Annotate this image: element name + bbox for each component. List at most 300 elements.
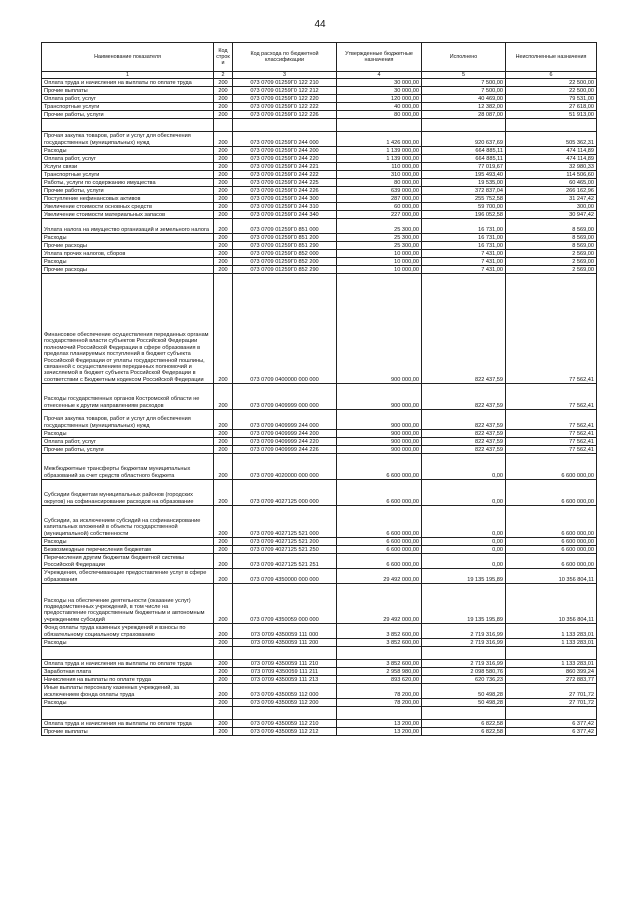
row-approved-cell: 6 600 000,00 xyxy=(337,538,422,546)
row-executed-cell: 6 822,58 xyxy=(422,728,506,736)
row-approved-cell: 900 000,00 xyxy=(337,410,422,430)
row-approved-cell: 6 600 000,00 xyxy=(337,546,422,554)
row-budget-code-cell: 073 0709 0400000 000 000 xyxy=(233,274,337,384)
row-executed-cell: 16 731,00 xyxy=(422,234,506,242)
row-unexecuted-cell: 2 569,00 xyxy=(506,258,597,266)
row-name-cell: Работы, услуги по содержанию имущества xyxy=(42,179,214,187)
empty-cell xyxy=(233,707,337,720)
row-budget-code-cell: 073 0709 01259Г0 122 212 xyxy=(233,87,337,95)
row-line-code-cell: 200 xyxy=(214,684,233,699)
spacer-row xyxy=(42,647,597,660)
row-approved-cell: 3 852 600,00 xyxy=(337,624,422,639)
table-row xyxy=(42,569,597,584)
col-number: 2 xyxy=(214,72,233,79)
row-approved-cell: 3 852 600,00 xyxy=(337,660,422,668)
row-executed-cell: 0,00 xyxy=(422,454,506,480)
row-executed-cell: 664 885,11 xyxy=(422,147,506,155)
row-budget-code-cell: 073 0709 01259Г0 852 290 xyxy=(233,266,337,274)
row-executed-cell: 0,00 xyxy=(422,506,506,538)
row-unexecuted-cell: 31 247,42 xyxy=(506,195,597,203)
row-executed-cell: 822 437,59 xyxy=(422,410,506,430)
row-line-code-cell: 200 xyxy=(214,546,233,554)
row-line-code-cell: 200 xyxy=(214,720,233,728)
row-line-code-cell: 200 xyxy=(214,569,233,584)
row-line-code-cell: 200 xyxy=(214,95,233,103)
table-row xyxy=(42,546,597,554)
table-row xyxy=(42,211,597,219)
row-approved-cell: 29 492 000,00 xyxy=(337,584,422,624)
row-unexecuted-cell: 27 701,72 xyxy=(506,699,597,707)
col-header-budget-code: Код расхода по бюджетной классификации xyxy=(233,43,337,72)
row-name-cell: Субсидии бюджетам муниципальных районов (городских округов) на софинансирование расходов на образование xyxy=(42,480,214,506)
row-budget-code-cell: 073 0709 4027125 521 251 xyxy=(233,554,337,569)
row-budget-code-cell: 073 0709 01259Г0 122 220 xyxy=(233,95,337,103)
row-budget-code-cell: 073 0709 4027125 521 250 xyxy=(233,546,337,554)
table-row xyxy=(42,155,597,163)
row-name-cell: Увеличение стоимости материальных запасов xyxy=(42,211,214,219)
row-budget-code-cell: 073 0709 4350059 111 210 xyxy=(233,660,337,668)
row-budget-code-cell: 073 0709 4350059 112 210 xyxy=(233,720,337,728)
table-row xyxy=(42,187,597,195)
empty-cell xyxy=(337,119,422,132)
row-executed-cell: 50 498,28 xyxy=(422,684,506,699)
row-approved-cell: 80 000,00 xyxy=(337,111,422,119)
row-unexecuted-cell: 22 500,00 xyxy=(506,79,597,87)
row-executed-cell: 0,00 xyxy=(422,554,506,569)
table-row xyxy=(42,147,597,155)
row-name-cell: Перечисления другим бюджетам бюджетной системы Российской Федерации xyxy=(42,554,214,569)
row-executed-cell: 2 719 316,99 xyxy=(422,639,506,647)
row-unexecuted-cell: 474 114,89 xyxy=(506,147,597,155)
col-number: 6 xyxy=(506,72,597,79)
row-budget-code-cell: 073 0709 4350059 111 200 xyxy=(233,639,337,647)
row-unexecuted-cell: 1 133 283,01 xyxy=(506,660,597,668)
row-approved-cell: 227 000,00 xyxy=(337,211,422,219)
table-row xyxy=(42,95,597,103)
row-name-cell: Расходы на обеспечение деятельности (оказание услуг) подведомственных учреждений, в том числе на предоставление государственным бюджетным и автономным учреждениям субсидий xyxy=(42,584,214,624)
row-line-code-cell: 200 xyxy=(214,242,233,250)
row-name-cell: Прочая закупка товаров, работ и услуг для обеспечения государственных (муниципальных) нужд xyxy=(42,410,214,430)
col-header-name: Наименование показателя xyxy=(42,43,214,72)
row-line-code-cell: 200 xyxy=(214,584,233,624)
row-name-cell: Учреждения, обеспечивающие предоставление услуг в сфере образования xyxy=(42,569,214,584)
row-line-code-cell: 200 xyxy=(214,111,233,119)
table-row xyxy=(42,258,597,266)
row-unexecuted-cell: 27 618,00 xyxy=(506,103,597,111)
row-name-cell: Расходы xyxy=(42,147,214,155)
row-name-cell: Оплата работ, услуг xyxy=(42,95,214,103)
table-row xyxy=(42,660,597,668)
empty-cell xyxy=(506,119,597,132)
table-row xyxy=(42,728,597,736)
row-executed-cell: 664 885,11 xyxy=(422,155,506,163)
row-name-cell: Поступление нефинансовых активов xyxy=(42,195,214,203)
row-line-code-cell: 200 xyxy=(214,171,233,179)
row-budget-code-cell: 073 0709 4350059 111 000 xyxy=(233,624,337,639)
row-line-code-cell: 200 xyxy=(214,163,233,171)
row-name-cell: Начисления на выплаты по оплате труда xyxy=(42,676,214,684)
row-unexecuted-cell: 1 133 283,01 xyxy=(506,624,597,639)
row-approved-cell: 30 000,00 xyxy=(337,79,422,87)
row-executed-cell: 822 437,59 xyxy=(422,446,506,454)
row-unexecuted-cell: 77 562,41 xyxy=(506,410,597,430)
row-executed-cell: 7 431,00 xyxy=(422,266,506,274)
row-line-code-cell: 200 xyxy=(214,676,233,684)
row-executed-cell: 7 431,00 xyxy=(422,250,506,258)
row-name-cell: Транспортные услуги xyxy=(42,171,214,179)
table-row xyxy=(42,203,597,211)
row-name-cell: Заработная плата xyxy=(42,668,214,676)
row-approved-cell: 10 000,00 xyxy=(337,258,422,266)
row-approved-cell: 13 200,00 xyxy=(337,728,422,736)
row-line-code-cell: 200 xyxy=(214,410,233,430)
row-name-cell: Оплата работ, услуг xyxy=(42,438,214,446)
row-unexecuted-cell: 32 980,33 xyxy=(506,163,597,171)
row-approved-cell: 60 000,00 xyxy=(337,203,422,211)
row-unexecuted-cell: 266 162,96 xyxy=(506,187,597,195)
row-executed-cell: 0,00 xyxy=(422,538,506,546)
table-row xyxy=(42,668,597,676)
table-row xyxy=(42,219,597,234)
row-unexecuted-cell: 8 569,00 xyxy=(506,234,597,242)
row-budget-code-cell: 073 0709 01259Г0 851 200 xyxy=(233,234,337,242)
row-line-code-cell: 200 xyxy=(214,211,233,219)
row-line-code-cell: 200 xyxy=(214,639,233,647)
table-row xyxy=(42,538,597,546)
table-row xyxy=(42,195,597,203)
table-row xyxy=(42,624,597,639)
row-executed-cell: 620 736,23 xyxy=(422,676,506,684)
row-budget-code-cell: 073 0709 4350059 112 000 xyxy=(233,684,337,699)
empty-cell xyxy=(422,707,506,720)
row-name-cell: Безвозмездные перечисления бюджетам xyxy=(42,546,214,554)
row-budget-code-cell: 073 0709 01259Г0 852 000 xyxy=(233,250,337,258)
empty-cell xyxy=(233,647,337,660)
row-name-cell: Прочая закупка товаров, работ и услуг для обеспечения государственных (муниципальных) нужд xyxy=(42,132,214,147)
row-executed-cell: 16 731,00 xyxy=(422,242,506,250)
col-number: 1 xyxy=(42,72,214,79)
table-row xyxy=(42,274,597,384)
table-row xyxy=(42,79,597,87)
row-executed-cell: 28 087,00 xyxy=(422,111,506,119)
row-line-code-cell: 200 xyxy=(214,699,233,707)
row-budget-code-cell: 073 0709 01259Г0 122 222 xyxy=(233,103,337,111)
empty-cell xyxy=(337,707,422,720)
empty-cell xyxy=(337,647,422,660)
row-approved-cell: 29 492 000,00 xyxy=(337,569,422,584)
row-executed-cell: 0,00 xyxy=(422,546,506,554)
row-unexecuted-cell: 6 600 000,00 xyxy=(506,480,597,506)
row-unexecuted-cell: 77 562,41 xyxy=(506,438,597,446)
row-budget-code-cell: 073 0709 0409999 000 000 xyxy=(233,384,337,410)
row-budget-code-cell: 073 0709 0409999 244 200 xyxy=(233,430,337,438)
row-line-code-cell: 200 xyxy=(214,728,233,736)
row-approved-cell: 310 000,00 xyxy=(337,171,422,179)
row-unexecuted-cell: 10 356 804,11 xyxy=(506,569,597,584)
row-unexecuted-cell: 860 399,24 xyxy=(506,668,597,676)
row-approved-cell: 25 300,00 xyxy=(337,219,422,234)
row-unexecuted-cell: 10 356 804,11 xyxy=(506,584,597,624)
row-approved-cell: 900 000,00 xyxy=(337,384,422,410)
row-name-cell: Увеличение стоимости основных средств xyxy=(42,203,214,211)
table-row xyxy=(42,430,597,438)
row-approved-cell: 120 000,00 xyxy=(337,95,422,103)
row-name-cell: Транспортные услуги xyxy=(42,103,214,111)
spacer-row xyxy=(42,119,597,132)
row-name-cell: Оплата труда и начисления на выплаты по оплате труда xyxy=(42,720,214,728)
row-approved-cell: 10 000,00 xyxy=(337,250,422,258)
table-row xyxy=(42,684,597,699)
row-name-cell: Финансовое обеспечение осуществления переданных органам государственной власти субъектов Российской Федерации полномочий Российской Федерации в сфере образования в пределах планируемых поступлений в бюджет субъекта Российской Федерации от уплаты государственной пошлины, связанной с осуществлением переданных полномочий и зачисляемой в бюджет субъекта Российской Федерации в соответствии с Бюджетным кодексом Российской Федерации xyxy=(42,274,214,384)
row-approved-cell: 893 620,00 xyxy=(337,676,422,684)
empty-cell xyxy=(42,707,214,720)
row-name-cell: Межбюджетные трансферты бюджетам муниципальных образований за счет средств областного бюджета xyxy=(42,454,214,480)
row-executed-cell: 59 700,00 xyxy=(422,203,506,211)
row-line-code-cell: 200 xyxy=(214,250,233,258)
empty-cell xyxy=(233,119,337,132)
row-budget-code-cell: 073 0709 01259Г0 244 000 xyxy=(233,132,337,147)
row-approved-cell: 1 139 000,00 xyxy=(337,147,422,155)
row-approved-cell: 1 426 000,00 xyxy=(337,132,422,147)
column-number-row xyxy=(42,72,597,79)
empty-cell xyxy=(214,707,233,720)
row-line-code-cell: 200 xyxy=(214,219,233,234)
row-budget-code-cell: 073 0709 4350059 111 211 xyxy=(233,668,337,676)
row-budget-code-cell: 073 0709 4350059 112 212 xyxy=(233,728,337,736)
row-budget-code-cell: 073 0709 4350059 112 200 xyxy=(233,699,337,707)
row-unexecuted-cell: 2 569,00 xyxy=(506,250,597,258)
row-budget-code-cell: 073 0709 4350059 111 213 xyxy=(233,676,337,684)
table-row xyxy=(42,480,597,506)
row-unexecuted-cell: 505 362,31 xyxy=(506,132,597,147)
row-unexecuted-cell: 60 465,00 xyxy=(506,179,597,187)
row-unexecuted-cell: 474 114,89 xyxy=(506,155,597,163)
row-name-cell: Расходы xyxy=(42,538,214,546)
row-approved-cell: 287 000,00 xyxy=(337,195,422,203)
row-line-code-cell: 200 xyxy=(214,179,233,187)
row-approved-cell: 900 000,00 xyxy=(337,274,422,384)
row-name-cell: Уплата налога на имущество организаций и земельного налога xyxy=(42,219,214,234)
row-budget-code-cell: 073 0709 4027125 521 200 xyxy=(233,538,337,546)
table-row xyxy=(42,234,597,242)
page-number: 44 xyxy=(314,19,326,30)
row-name-cell: Субсидии, за исключением субсидий на софинансирование капитальных вложений в объекты государственной (муниципальной) собственности xyxy=(42,506,214,538)
row-approved-cell: 900 000,00 xyxy=(337,430,422,438)
table-row xyxy=(42,554,597,569)
row-unexecuted-cell: 114 506,60 xyxy=(506,171,597,179)
empty-cell xyxy=(42,119,214,132)
table-row xyxy=(42,446,597,454)
row-approved-cell: 3 852 600,00 xyxy=(337,639,422,647)
table-row xyxy=(42,720,597,728)
row-budget-code-cell: 073 0709 01259Г0 851 000 xyxy=(233,219,337,234)
row-line-code-cell: 200 xyxy=(214,258,233,266)
row-budget-code-cell: 073 0709 01259Г0 852 200 xyxy=(233,258,337,266)
row-executed-cell: 50 498,28 xyxy=(422,699,506,707)
table-row xyxy=(42,438,597,446)
row-executed-cell: 0,00 xyxy=(422,480,506,506)
row-approved-cell: 10 000,00 xyxy=(337,266,422,274)
col-header-line-code: Код строк и xyxy=(214,43,233,72)
row-name-cell: Расходы xyxy=(42,699,214,707)
row-name-cell: Прочие расходы xyxy=(42,266,214,274)
table-row xyxy=(42,250,597,258)
row-name-cell: Прочие работы, услуги xyxy=(42,187,214,195)
table-row xyxy=(42,639,597,647)
row-line-code-cell: 200 xyxy=(214,668,233,676)
row-unexecuted-cell: 8 569,00 xyxy=(506,219,597,234)
row-approved-cell: 639 000,00 xyxy=(337,187,422,195)
row-unexecuted-cell: 51 913,00 xyxy=(506,111,597,119)
row-unexecuted-cell: 6 377,42 xyxy=(506,728,597,736)
row-line-code-cell: 200 xyxy=(214,147,233,155)
row-executed-cell: 77 019,67 xyxy=(422,163,506,171)
row-approved-cell: 6 600 000,00 xyxy=(337,506,422,538)
row-approved-cell: 6 600 000,00 xyxy=(337,480,422,506)
row-line-code-cell: 200 xyxy=(214,187,233,195)
row-approved-cell: 13 200,00 xyxy=(337,720,422,728)
row-unexecuted-cell: 30 947,42 xyxy=(506,211,597,219)
row-line-code-cell: 200 xyxy=(214,79,233,87)
row-unexecuted-cell: 6 600 000,00 xyxy=(506,546,597,554)
row-unexecuted-cell: 300,00 xyxy=(506,203,597,211)
row-name-cell: Оплата труда и начисления на выплаты по оплате труда xyxy=(42,660,214,668)
row-name-cell: Прочие работы, услуги xyxy=(42,111,214,119)
row-budget-code-cell: 073 0709 01259Г0 244 220 xyxy=(233,155,337,163)
table-row xyxy=(42,506,597,538)
row-executed-cell: 2 719 316,99 xyxy=(422,660,506,668)
row-line-code-cell: 200 xyxy=(214,132,233,147)
table-row xyxy=(42,699,597,707)
row-line-code-cell: 200 xyxy=(214,195,233,203)
table-row xyxy=(42,266,597,274)
row-line-code-cell: 200 xyxy=(214,554,233,569)
row-name-cell: Уплата прочих налогов, сборов xyxy=(42,250,214,258)
row-unexecuted-cell: 2 569,00 xyxy=(506,266,597,274)
row-name-cell: Расходы xyxy=(42,430,214,438)
table-row xyxy=(42,111,597,119)
row-budget-code-cell: 073 0709 01259Г0 244 222 xyxy=(233,171,337,179)
row-executed-cell: 822 437,59 xyxy=(422,274,506,384)
table-row xyxy=(42,676,597,684)
row-line-code-cell: 200 xyxy=(214,203,233,211)
row-line-code-cell: 200 xyxy=(214,87,233,95)
row-unexecuted-cell: 79 531,00 xyxy=(506,95,597,103)
row-executed-cell: 196 052,58 xyxy=(422,211,506,219)
row-approved-cell: 40 000,00 xyxy=(337,103,422,111)
row-line-code-cell: 200 xyxy=(214,480,233,506)
row-executed-cell: 12 382,00 xyxy=(422,103,506,111)
row-unexecuted-cell: 77 562,41 xyxy=(506,384,597,410)
row-name-cell: Прочие выплаты xyxy=(42,728,214,736)
row-approved-cell: 6 600 000,00 xyxy=(337,554,422,569)
row-name-cell: Оплата работ, услуг xyxy=(42,155,214,163)
table-row xyxy=(42,242,597,250)
row-line-code-cell: 200 xyxy=(214,234,233,242)
row-executed-cell: 822 437,59 xyxy=(422,430,506,438)
table-row xyxy=(42,384,597,410)
row-name-cell: Расходы государственных органов Костромской области не отнесенные к другим направлениям расходов xyxy=(42,384,214,410)
row-line-code-cell: 200 xyxy=(214,155,233,163)
row-executed-cell: 19 135 195,89 xyxy=(422,584,506,624)
row-budget-code-cell: 073 0709 4020000 000 000 xyxy=(233,454,337,480)
row-unexecuted-cell: 272 883,77 xyxy=(506,676,597,684)
table-body xyxy=(42,79,597,736)
row-budget-code-cell: 073 0709 01259Г0 851 290 xyxy=(233,242,337,250)
row-budget-code-cell: 073 0709 01259Г0 244 226 xyxy=(233,187,337,195)
row-executed-cell: 255 752,58 xyxy=(422,195,506,203)
header-row xyxy=(42,43,597,72)
table-row xyxy=(42,132,597,147)
row-line-code-cell: 200 xyxy=(214,103,233,111)
row-approved-cell: 900 000,00 xyxy=(337,446,422,454)
row-unexecuted-cell: 77 562,41 xyxy=(506,430,597,438)
row-line-code-cell: 200 xyxy=(214,454,233,480)
row-unexecuted-cell: 22 500,00 xyxy=(506,87,597,95)
row-name-cell: Фонд оплаты труда казенных учреждений и взносы по обязательному социальному страхованию xyxy=(42,624,214,639)
row-approved-cell: 110 000,00 xyxy=(337,163,422,171)
row-budget-code-cell: 073 0709 01259Г0 122 210 xyxy=(233,79,337,87)
row-executed-cell: 372 837,04 xyxy=(422,187,506,195)
row-budget-code-cell: 073 0709 01259Г0 244 200 xyxy=(233,147,337,155)
row-name-cell: Иные выплаты персоналу казенных учреждений, за исключением фонда оплаты труда xyxy=(42,684,214,699)
row-name-cell: Расходы xyxy=(42,639,214,647)
row-unexecuted-cell: 6 600 000,00 xyxy=(506,506,597,538)
row-budget-code-cell: 073 0709 4027125 000 000 xyxy=(233,480,337,506)
col-number: 5 xyxy=(422,72,506,79)
row-executed-cell: 822 437,59 xyxy=(422,438,506,446)
row-budget-code-cell: 073 0709 01259Г0 244 340 xyxy=(233,211,337,219)
row-budget-code-cell: 073 0709 01259Г0 244 225 xyxy=(233,179,337,187)
row-name-cell: Прочие расходы xyxy=(42,242,214,250)
row-approved-cell: 78 200,00 xyxy=(337,699,422,707)
row-name-cell: Расходы xyxy=(42,234,214,242)
table-row xyxy=(42,163,597,171)
row-budget-code-cell: 073 0709 0409999 244 000 xyxy=(233,410,337,430)
row-executed-cell: 7 500,00 xyxy=(422,87,506,95)
row-executed-cell: 2 719 316,99 xyxy=(422,624,506,639)
empty-cell xyxy=(214,647,233,660)
row-name-cell: Прочие выплаты xyxy=(42,87,214,95)
col-header-unexecuted: Неисполненные назначения xyxy=(506,43,597,72)
row-budget-code-cell: 073 0709 4350000 000 000 xyxy=(233,569,337,584)
row-executed-cell: 19 535,00 xyxy=(422,179,506,187)
row-budget-code-cell: 073 0709 01259Г0 122 226 xyxy=(233,111,337,119)
row-line-code-cell: 200 xyxy=(214,438,233,446)
row-unexecuted-cell: 6 377,42 xyxy=(506,720,597,728)
empty-cell xyxy=(42,647,214,660)
row-unexecuted-cell: 6 600 000,00 xyxy=(506,454,597,480)
row-approved-cell: 6 600 000,00 xyxy=(337,454,422,480)
row-line-code-cell: 200 xyxy=(214,430,233,438)
row-name-cell: Расходы xyxy=(42,258,214,266)
table-row xyxy=(42,103,597,111)
empty-cell xyxy=(214,119,233,132)
row-unexecuted-cell: 8 569,00 xyxy=(506,242,597,250)
row-approved-cell: 30 000,00 xyxy=(337,87,422,95)
row-executed-cell: 822 437,59 xyxy=(422,384,506,410)
col-header-executed: Исполнено xyxy=(422,43,506,72)
row-budget-code-cell: 073 0709 01259Г0 244 300 xyxy=(233,195,337,203)
budget-execution-table xyxy=(41,42,597,736)
empty-cell xyxy=(506,707,597,720)
row-line-code-cell: 200 xyxy=(214,624,233,639)
row-executed-cell: 16 731,00 xyxy=(422,219,506,234)
row-line-code-cell: 200 xyxy=(214,384,233,410)
col-header-approved: Утвержденные бюджетные назначения xyxy=(337,43,422,72)
row-unexecuted-cell: 6 600 000,00 xyxy=(506,554,597,569)
row-executed-cell: 195 493,40 xyxy=(422,171,506,179)
